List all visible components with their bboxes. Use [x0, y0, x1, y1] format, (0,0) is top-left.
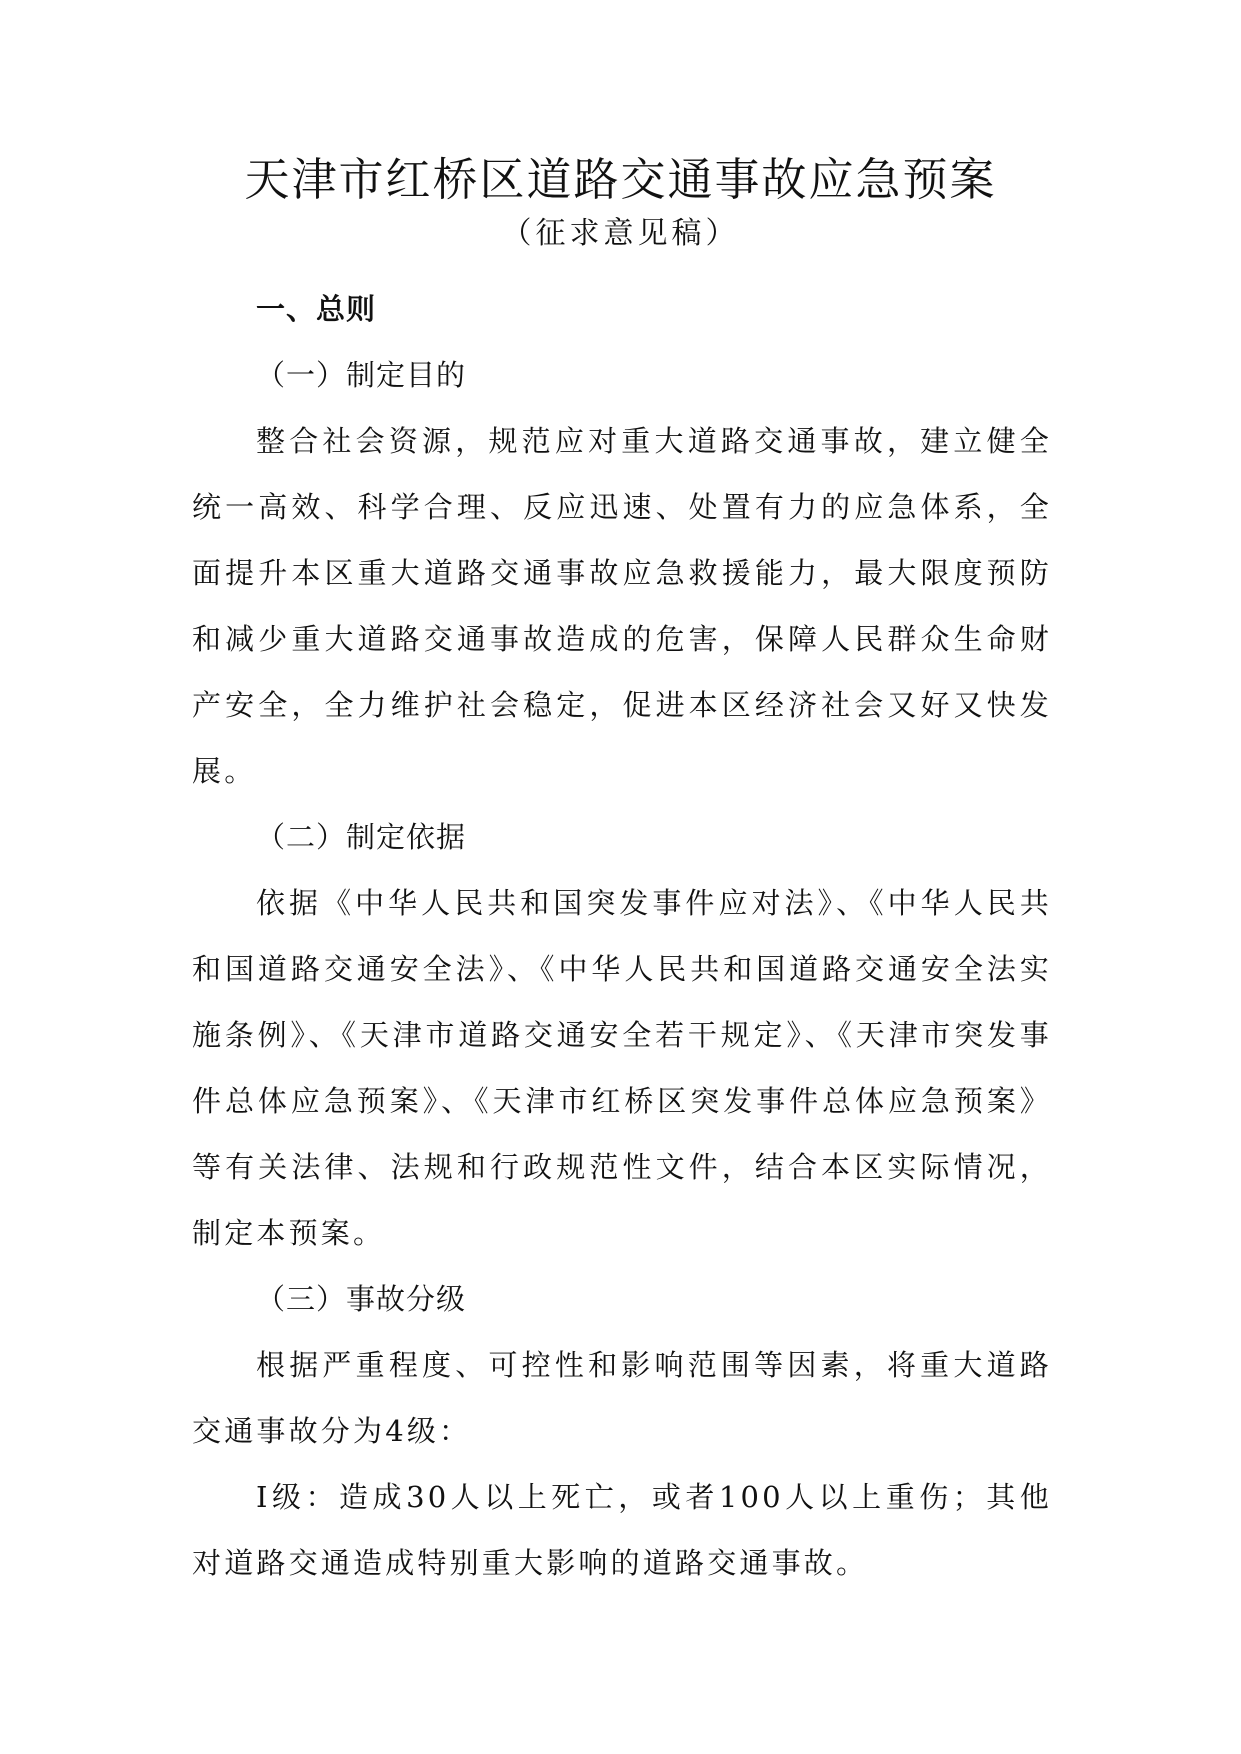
- paragraph-purpose: 整合社会资源，规范应对重大道路交通事故，建立健全统一高效、科学合理、反应迅速、处置有力的应急体系，全面提升本区重大道路交通事故应急救援能力，最大限度预防和减少重大道路交通事故造成的危害，保障人民群众生命财产安全，全力维护社会稳定，促进本区经济社会又好又快发展。: [192, 424, 1052, 788]
- document-subtitle: （征求意见稿）: [501, 216, 740, 251]
- subsection-heading-grading: （三）事故分级: [256, 1282, 467, 1316]
- paragraph-grading: 根据严重程度、可控性和影响范围等因素，将重大道路交通事故分为4级：: [192, 1348, 1052, 1448]
- paragraph-basis: 依据《中华人民共和国突发事件应对法》、《中华人民共和国道路交通安全法》、《中华人民共和国道路交通安全法实施条例》、《天津市道路交通安全若干规定》、《天津市突发事件总体应急预案》、《天津市红桥区突发事件总体应急预案》等有关法律、法规和行政规范性文件，结合本区实际情况，制定本预案。: [192, 886, 1052, 1250]
- subsection-heading-basis: （二）制定依据: [256, 820, 467, 854]
- document-body: [192, 276, 1052, 1596]
- document-title: 天津市红桥区道路交通事故应急预案: [244, 153, 997, 206]
- paragraph-level-1: Ⅰ级：造成30人以上死亡，或者100人以上重伤；其他对道路交通造成特别重大影响的道路交通事故。: [192, 1480, 1052, 1580]
- section-heading-general: 一、总则: [256, 292, 377, 326]
- subsection-heading-purpose: （一）制定目的: [256, 358, 467, 392]
